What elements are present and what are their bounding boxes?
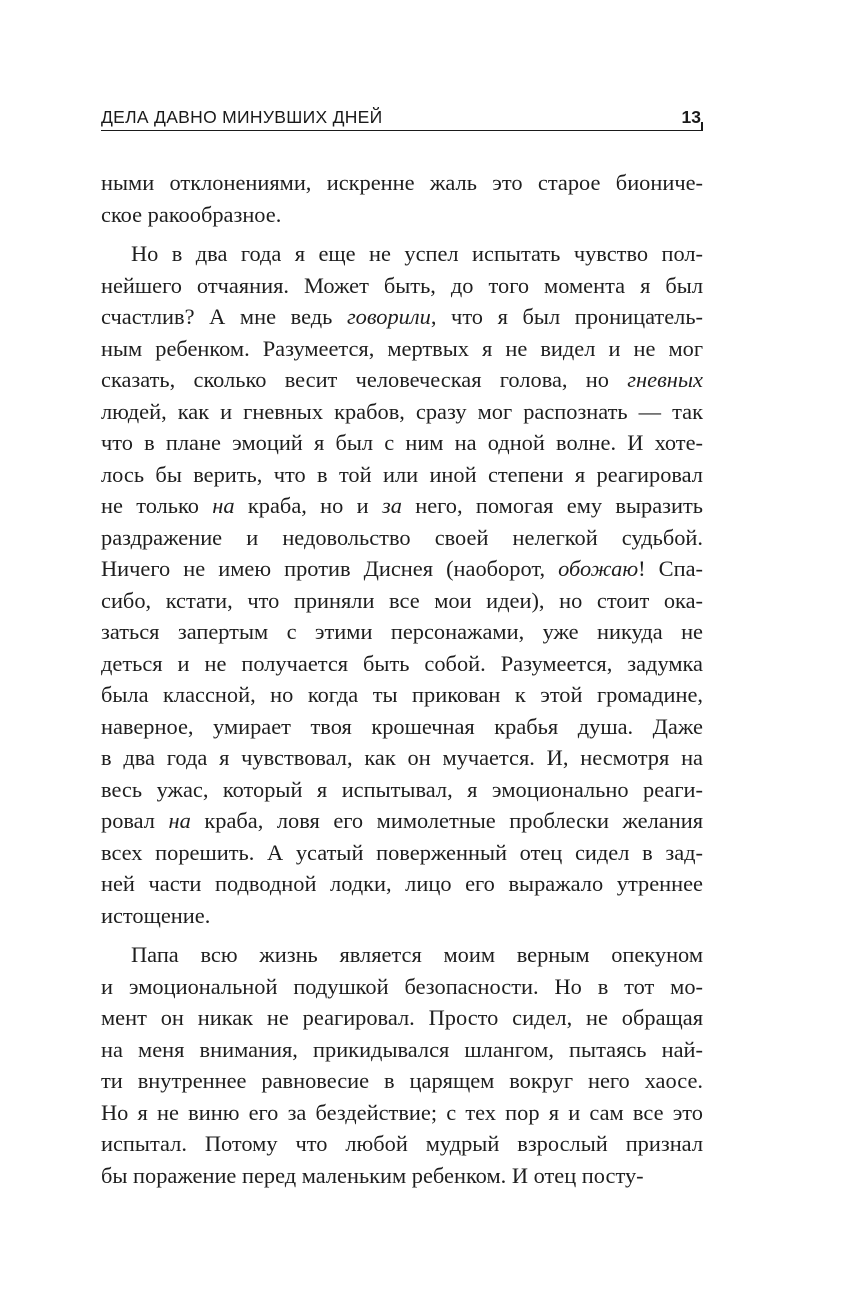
text-line <box>101 364 703 396</box>
text-run: сибо, кстати, что приняли все мои идеи), но стоит ока- <box>101 587 703 613</box>
text-line <box>101 774 703 806</box>
text-run: Папа всю жизнь является моим верным опекуном <box>131 942 703 967</box>
italic-emphasis: за <box>382 493 402 518</box>
text-line <box>101 585 703 617</box>
text-line <box>101 805 703 837</box>
text-line <box>101 427 703 459</box>
text-run: Но я не виню его за бездействие; с тех пор я и сам все это <box>101 1099 703 1125</box>
text-run: что в плане эмоций я был с ним на одной волне. И хоте- <box>101 430 703 455</box>
text-line <box>101 1128 703 1160</box>
text-run: ское ракообразное. <box>101 201 282 227</box>
text-run: истощение. <box>101 902 211 928</box>
italic-emphasis: гневных <box>627 367 703 392</box>
text-line <box>101 396 703 428</box>
text-run: всех порешить. А усатый поверженный отец сидел в зад- <box>101 839 703 865</box>
text-run: Но в два года я еще не успел испытать чувство пол- <box>131 241 703 266</box>
text-line <box>101 939 703 971</box>
text-line <box>101 459 703 491</box>
text-run: ными отклонениями, искренне жаль это старое биониче- <box>101 170 703 195</box>
text-line <box>101 900 703 932</box>
text-run: мент он никак не реагировал. Просто сидел, не обращая <box>101 1005 703 1030</box>
text-run: раздражение и недовольство своей нелегкой судьбой. <box>101 524 703 550</box>
text-line <box>101 971 703 1003</box>
text-run: ным ребенком. Разумеется, мертвых я не видел и не мог <box>101 335 703 361</box>
header-rule-tick <box>701 122 703 131</box>
text-line <box>101 301 703 333</box>
text-line <box>101 1160 703 1192</box>
text-run: весь ужас, который я испытывал, я эмоционально реаги- <box>101 776 703 802</box>
text-run: лось бы верить, что в той или иной степени я реагировал <box>101 461 703 487</box>
italic-emphasis: на <box>212 493 235 518</box>
text-line <box>101 1097 703 1129</box>
text-line <box>101 199 703 231</box>
text-run: Ничего не имею против Диснея (наоборот, <box>101 556 559 581</box>
italic-emphasis: обожаю <box>558 556 639 581</box>
text-line <box>101 1034 703 1066</box>
text-run: , что я был проницатель- <box>430 304 703 329</box>
text-run: нейшего отчаяния. Может быть, до того момента я был <box>101 272 703 298</box>
text-line <box>101 490 703 522</box>
running-header <box>101 106 703 131</box>
text-line <box>101 238 703 270</box>
text-run: заться запертым с этими персонажами, уже никуда не <box>101 619 703 644</box>
text-run: испытал. Потому что любой мудрый взрослый признал <box>101 1131 703 1156</box>
page-number: 13 <box>681 107 701 127</box>
text-line <box>101 1065 703 1097</box>
body-text <box>101 167 703 1191</box>
text-line <box>101 711 703 743</box>
text-line <box>101 553 703 585</box>
italic-emphasis: на <box>168 808 191 833</box>
paragraph <box>101 167 703 230</box>
text-line <box>101 270 703 302</box>
text-line <box>101 742 703 774</box>
text-run: в два года я чувствовал, как он мучается. И, несмотря на <box>101 745 703 770</box>
text-line <box>101 648 703 680</box>
text-line <box>101 1002 703 1034</box>
text-run: краба, ловя его мимолетные проблески желания <box>190 808 703 833</box>
text-run: бы поражение перед маленьким ребенком. И отец посту- <box>101 1162 644 1188</box>
text-run: деться и не получается быть собой. Разумеется, задумка <box>101 650 703 676</box>
text-run: ней части подводной лодки, лицо его выражало утреннее <box>101 871 703 896</box>
text-run: наверное, умирает твоя крошечная крабья душа. Даже <box>101 713 703 739</box>
running-header-title: ДЕЛА ДАВНО МИНУВШИХ ДНЕЙ <box>101 107 383 127</box>
text-run: и эмоциональной подушкой безопасности. Но в тот мо- <box>101 973 703 999</box>
paragraph <box>101 238 703 931</box>
paragraph <box>101 939 703 1191</box>
text-run: на меня внимания, прикидывался шлангом, пытаясь най- <box>101 1036 703 1062</box>
text-line <box>101 167 703 199</box>
text-line <box>101 522 703 554</box>
text-run: краба, но и <box>234 493 382 518</box>
text-run: счастлив? А мне ведь <box>101 304 347 329</box>
text-run: него, помогая ему выразить <box>401 493 703 518</box>
text-run: ровал <box>101 808 169 833</box>
text-run: сказать, сколько весит человеческая голова, но <box>101 367 628 392</box>
text-line <box>101 616 703 648</box>
text-line <box>101 679 703 711</box>
text-run: ! Спа- <box>638 556 703 581</box>
text-line <box>101 868 703 900</box>
text-run: не только <box>101 493 213 518</box>
text-run: была классной, но когда ты прикован к этой громадине, <box>101 682 703 707</box>
italic-emphasis: говорили <box>346 304 431 329</box>
text-run: ти внутреннее равновесие в царящем вокруг него хаосе. <box>101 1068 703 1093</box>
text-run: людей, как и гневных крабов, сразу мог распознать — так <box>101 398 703 424</box>
text-line <box>101 837 703 869</box>
text-line <box>101 333 703 365</box>
